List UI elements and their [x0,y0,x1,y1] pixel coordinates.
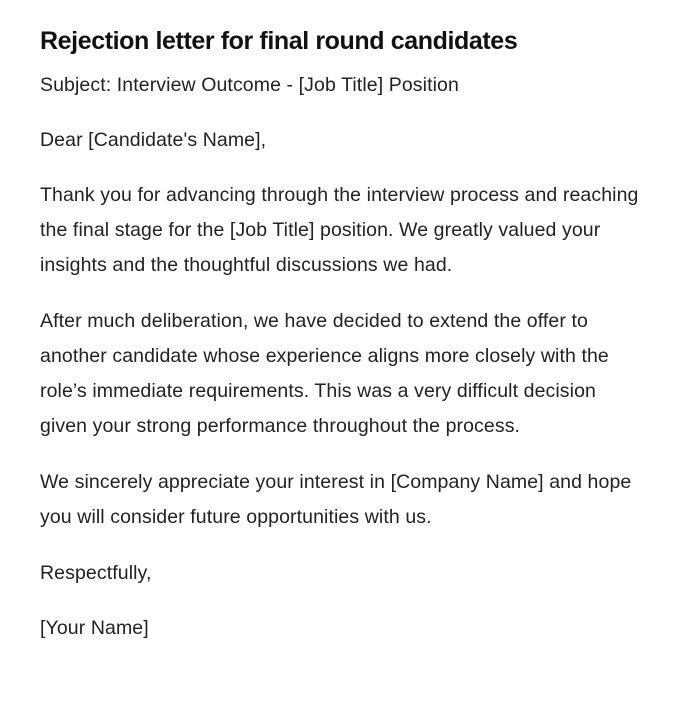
document-title: Rejection letter for final round candidates [40,27,518,55]
subject-line: Subject: Interview Outcome - [Job Title] Position [40,74,459,96]
closing: Respectfully, [40,562,152,584]
body-paragraph-3: We sincerely appreciate your interest in [Company Name] and hope you will consider future opportunities with us. [40,471,632,528]
salutation: Dear [Candidate's Name], [40,129,267,151]
signature: [Your Name] [40,617,149,639]
body-paragraph-2: After much deliberation, we have decided to extend the offer to another candidate whose experience aligns more closely with the role’s immediate requirements. This was a very difficult decision given your strong performance throughout the process. [40,310,609,437]
body-paragraph-1: Thank you for advancing through the interview process and reaching the final stage for the [Job Title] position. We greatly valued your insights and the thoughtful discussions we had. [40,184,639,276]
